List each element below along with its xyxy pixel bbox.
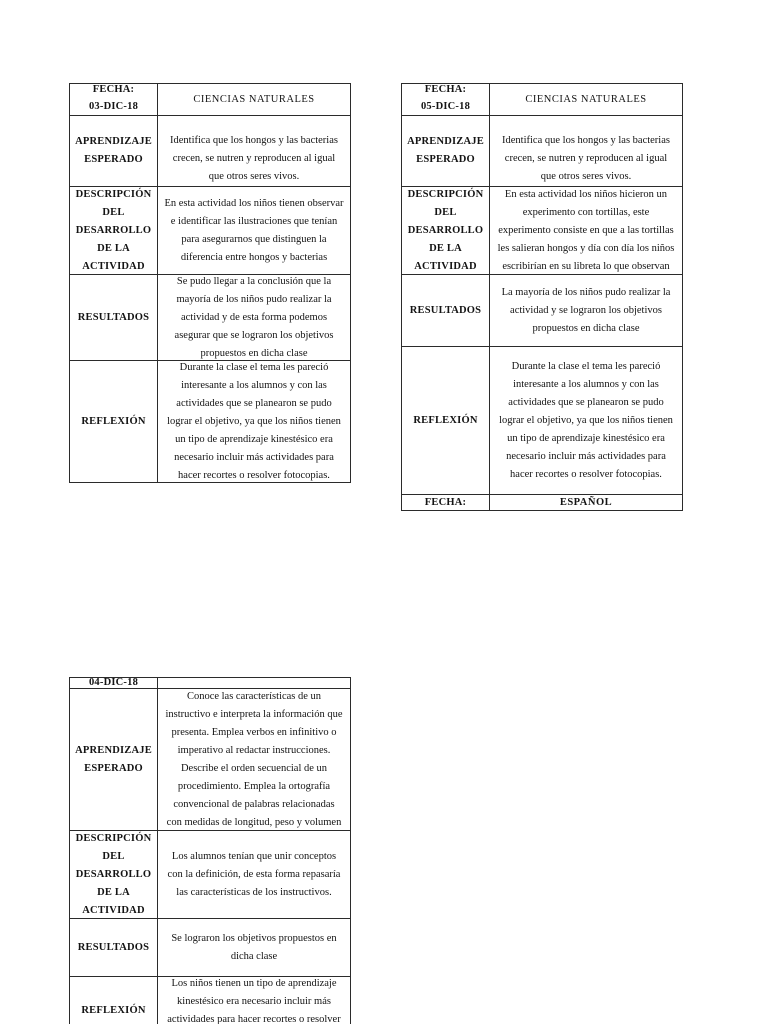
label-text: 04-DIC-18: [88, 677, 139, 688]
content-text: actividades que se planearon se pudo: [176, 397, 332, 409]
row-label-cell: [70, 84, 158, 115]
content-text: diferencia entre hongos y bacterias: [180, 251, 328, 263]
label-text: DEL: [102, 850, 125, 862]
label-text: ACTIVIDAD: [414, 260, 477, 272]
row-label-cell: [70, 361, 158, 482]
content-text: CIENCIAS NATURALES: [193, 93, 315, 105]
content-text: escribirían en su libreta lo que observan: [502, 260, 670, 272]
content-text: Los alumnos tenían que unir conceptos: [171, 850, 337, 862]
row-content-cell: [158, 977, 350, 1024]
row-label-cell: [70, 919, 158, 976]
content-text: necesario incluir más actividades para: [174, 451, 334, 463]
label-text: ESPERADO: [416, 154, 475, 165]
content-text: mayoría de los niños pudo realizar la: [176, 293, 332, 305]
label-text: APRENDIZAJE: [75, 744, 152, 756]
fecha-row: [70, 84, 350, 115]
activity-table: [401, 83, 683, 511]
label-text: APRENDIZAJE: [407, 136, 484, 147]
content-text: e identificar las ilustraciones que tenían: [170, 215, 338, 227]
label-text: DESARROLLO: [75, 868, 152, 880]
label-text: DESCRIPCIÓN: [75, 188, 152, 200]
label-text: FECHA:: [424, 83, 467, 95]
content-text: con medidas de longitud, peso y volumen: [166, 816, 342, 828]
row-content-cell: [158, 678, 350, 688]
row-label-cell: [402, 495, 490, 510]
label-text: DE LA: [97, 242, 130, 254]
reflexion-row: [70, 360, 350, 482]
content-text: Describe el orden secuencial de un: [180, 762, 328, 774]
content-text: hacer recortes o resolver fotocopias.: [510, 468, 662, 480]
content-text: las características de los instructivos.: [176, 886, 332, 898]
label-text: APRENDIZAJE: [75, 136, 152, 147]
content-text: hacer recortes o resolver fotocopias.: [178, 469, 330, 481]
row-label-cell: [70, 689, 158, 830]
content-text: instructivo e interpreta la información que: [165, 708, 343, 720]
label-text: ACTIVIDAD: [82, 904, 145, 916]
row-label-cell: [402, 84, 490, 115]
content-text: interesante a los alumnos y con las: [181, 379, 327, 391]
content-text: con la definición, de esta forma repasaría: [167, 868, 341, 880]
row-label-cell: [402, 347, 490, 494]
content-text: interesante a los alumnos y con las: [513, 378, 659, 390]
resultados-row: [70, 274, 350, 360]
row-label-cell: [402, 116, 490, 186]
label-text: ESPERADO: [84, 154, 143, 165]
row-content-cell: [158, 831, 350, 918]
label-text: ESPERADO: [84, 762, 143, 774]
label-text: FECHA:: [424, 496, 467, 508]
content-text: necesario incluir más actividades para: [506, 450, 666, 462]
row-label-cell: [402, 187, 490, 274]
04-dic-18-row: [70, 678, 350, 688]
descripcion-row: [402, 186, 682, 274]
label-text: 05-DIC-18: [420, 100, 471, 112]
row-content-cell: [490, 495, 682, 510]
content-text: lograr el objetivo, ya que los niños tienen: [167, 415, 341, 427]
label-text: RESULTADOS: [409, 304, 482, 316]
row-content-cell: [158, 116, 350, 186]
row-content-cell: [158, 689, 350, 830]
content-text: Identifica que los hongos y las bacterias: [170, 134, 338, 146]
content-text: propuestos en dicha clase: [532, 322, 640, 334]
row-label-cell: [70, 831, 158, 918]
content-text: procedimiento. Emplea la ortografía: [177, 780, 331, 792]
content-text: imperativo al redactar instrucciones.: [177, 744, 331, 756]
reflexion-row: [70, 976, 350, 1024]
content-text: convencional de palabras relacionadas: [173, 798, 335, 810]
activity-table: [69, 83, 351, 483]
content-text: CIENCIAS NATURALES: [525, 93, 647, 105]
content-text: Se lograron los objetivos propuestos en: [171, 932, 337, 944]
content-text: dicha clase: [230, 950, 278, 962]
label-text: REFLEXIÓN: [81, 1005, 146, 1016]
row-label-cell: [70, 678, 158, 688]
row-content-cell: [158, 275, 350, 360]
label-text: DESARROLLO: [407, 224, 484, 236]
content-text: experimento consiste en que a las tortillas: [498, 224, 674, 236]
row-label-cell: [402, 275, 490, 346]
label-text: REFLEXIÓN: [413, 414, 478, 426]
content-text: lograr el objetivo, ya que los niños tienen: [499, 414, 673, 426]
row-content-cell: [490, 347, 682, 494]
row-content-cell: [158, 187, 350, 274]
row-content-cell: [158, 361, 350, 482]
content-text: actividad y de esta forma podemos: [180, 311, 328, 323]
content-text: asegurar que se lograron los objetivos: [174, 329, 334, 341]
label-text: RESULTADOS: [77, 941, 150, 953]
row-content-cell: [490, 84, 682, 115]
reflexion-row: [402, 346, 682, 494]
descripcion-row: [70, 186, 350, 274]
content-text: Conoce las características de un: [186, 690, 322, 702]
content-text: actividades para hacer recortes o resolver: [167, 1014, 341, 1024]
activity-table: [69, 677, 351, 1024]
content-text: kinestésico era necesario incluir más: [177, 996, 331, 1007]
descripcion-row: [70, 830, 350, 918]
content-text: En esta actividad los niños hicieron un: [504, 188, 668, 200]
content-text: les salieran hongos y día con día los niños: [497, 242, 675, 254]
row-content-cell: [158, 84, 350, 115]
aprendizaje-row: [402, 115, 682, 186]
content-text: crecen, se nutren y reproducen al igual: [504, 152, 668, 164]
label-text: DEL: [434, 206, 457, 218]
content-text: un tipo de aprendizaje kinestésico era: [175, 433, 333, 445]
label-text: DE LA: [97, 886, 130, 898]
row-label-cell: [70, 275, 158, 360]
content-text: actividad y se lograron los objetivos: [510, 304, 662, 316]
label-text: DE LA: [429, 242, 462, 254]
content-text: que otros seres vivos.: [540, 170, 632, 182]
aprendizaje-row: [70, 115, 350, 186]
label-text: DESCRIPCIÓN: [407, 188, 484, 200]
label-text: 03-DIC-18: [88, 100, 139, 112]
fecha-row: [402, 84, 682, 115]
content-text: experimento con tortillas, este: [522, 206, 650, 218]
content-text: propuestos en dicha clase: [200, 347, 308, 359]
label-text: DEL: [102, 206, 125, 218]
row-label-cell: [70, 116, 158, 186]
label-text: REFLEXIÓN: [81, 415, 146, 427]
content-text: Durante la clase el tema les pareció: [179, 361, 329, 373]
resultados-row: [70, 918, 350, 976]
row-content-cell: [490, 275, 682, 346]
row-content-cell: [490, 187, 682, 274]
row-content-cell: [158, 919, 350, 976]
content-text: presenta. Emplea verbos en infinitivo o: [171, 726, 337, 738]
row-label-cell: [70, 187, 158, 274]
content-text: Identifica que los hongos y las bacterias: [502, 134, 670, 146]
fecha-row: [402, 494, 682, 510]
content-text: Los niños tienen un tipo de aprendizaje: [171, 978, 337, 989]
content-text: actividades que se planearon se pudo: [508, 396, 664, 408]
row-label-cell: [70, 977, 158, 1024]
label-text: ACTIVIDAD: [82, 260, 145, 272]
content-text: para asegurarnos que distinguen la: [181, 233, 327, 245]
content-text: Durante la clase el tema les pareció: [511, 360, 661, 372]
label-text: DESARROLLO: [75, 224, 152, 236]
content-text: Se pudo llegar a la conclusión que la: [176, 275, 332, 287]
label-text: RESULTADOS: [77, 311, 150, 323]
content-text: un tipo de aprendizaje kinestésico era: [507, 432, 665, 444]
row-content-cell: [490, 116, 682, 186]
content-text: La mayoría de los niños pudo realizar la: [501, 286, 671, 298]
content-text: ESPAÑOL: [559, 496, 613, 508]
label-text: DESCRIPCIÓN: [75, 832, 152, 844]
content-text: que otros seres vivos.: [208, 170, 300, 182]
label-text: FECHA:: [92, 83, 135, 95]
content-text: crecen, se nutren y reproducen al igual: [172, 152, 336, 164]
aprendizaje-row: [70, 688, 350, 830]
resultados-row: [402, 274, 682, 346]
content-text: En esta actividad los niños tienen observar: [164, 197, 344, 209]
